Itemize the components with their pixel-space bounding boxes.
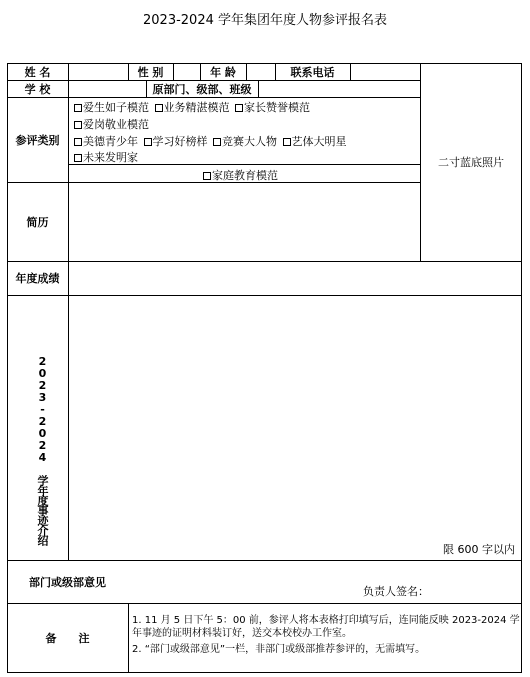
category-line-4 [74, 149, 138, 165]
score-label: 年度成绩 [15, 272, 60, 285]
category-option[interactable]: 艺体大明星 [283, 135, 347, 148]
age-label: 年 龄 [210, 65, 236, 79]
remark-label: 备 注 [45, 632, 90, 645]
checkbox-icon [235, 104, 243, 112]
category-option[interactable]: 家长赞誉模范 [235, 101, 310, 114]
phone-field[interactable] [351, 64, 419, 79]
category-line-5 [203, 167, 278, 183]
checkbox-icon [74, 138, 82, 146]
category-option[interactable]: 家庭教育模范 [203, 169, 278, 182]
checkbox-icon [74, 121, 82, 129]
resume-label: 简历 [26, 215, 49, 229]
phone-label: 联系电话 [290, 65, 335, 79]
opinion-label: 部门或级部意见 [29, 575, 106, 589]
age-field[interactable] [247, 64, 274, 79]
signature-field[interactable] [435, 580, 515, 598]
resume-field[interactable] [69, 183, 419, 260]
checkbox-icon [213, 138, 221, 146]
category-line-1 [74, 99, 310, 115]
category-option[interactable]: 美德青少年 [74, 135, 138, 148]
remark-note-1: 1. 11 月 5 日下午 5：00 前，参评人将本表格打印填写后，连同能反映 2023-2024 学年事迹的证明材料装订好，送交本校校办工作室。 [132, 615, 520, 639]
category-option[interactable]: 未来发明家 [74, 151, 138, 164]
checkbox-icon [74, 104, 82, 112]
signer-label: 负责人签名： [363, 585, 429, 598]
col-line [128, 603, 129, 673]
category-option[interactable]: 竞赛大人物 [213, 135, 277, 148]
category-option[interactable]: 学习好榜样 [144, 135, 208, 148]
story-label: 2023-2024 学年度事迹介绍 [36, 355, 49, 545]
score-field[interactable] [69, 262, 521, 294]
category-option[interactable]: 爱生如子模范 [74, 101, 149, 114]
category-line-2 [74, 116, 149, 132]
remark-note-2: 2. “部门或级部意见”一栏，非部门或级部推荐参评的，无需填写。 [132, 644, 426, 655]
department-label: 原部门、级部、班级 [152, 82, 252, 96]
gender-field[interactable] [174, 64, 199, 79]
checkbox-icon [283, 138, 291, 146]
school-label: 学 校 [24, 82, 51, 96]
checkbox-icon [155, 104, 163, 112]
category-label: 参评类别 [15, 133, 60, 147]
checkbox-icon [144, 138, 152, 146]
department-field[interactable] [259, 81, 419, 96]
name-field[interactable] [69, 64, 127, 79]
form-title: 2023-2024 学年集团年度人物参评报名表 [143, 13, 387, 28]
checkbox-icon [74, 154, 82, 162]
photo-placeholder[interactable]: 二寸蓝底照片 [438, 156, 504, 169]
gender-label: 性 别 [137, 65, 164, 79]
category-line-3 [74, 133, 347, 149]
category-option[interactable]: 爱岗敬业模范 [74, 118, 149, 131]
school-field[interactable] [69, 81, 145, 96]
category-option[interactable]: 业务精湛模范 [155, 101, 230, 114]
story-field[interactable] [69, 296, 521, 536]
col-line [68, 63, 69, 295]
checkbox-icon [203, 172, 211, 180]
name-label: 姓 名 [24, 65, 51, 79]
word-limit-note: 限 600 字以内 [443, 543, 515, 556]
